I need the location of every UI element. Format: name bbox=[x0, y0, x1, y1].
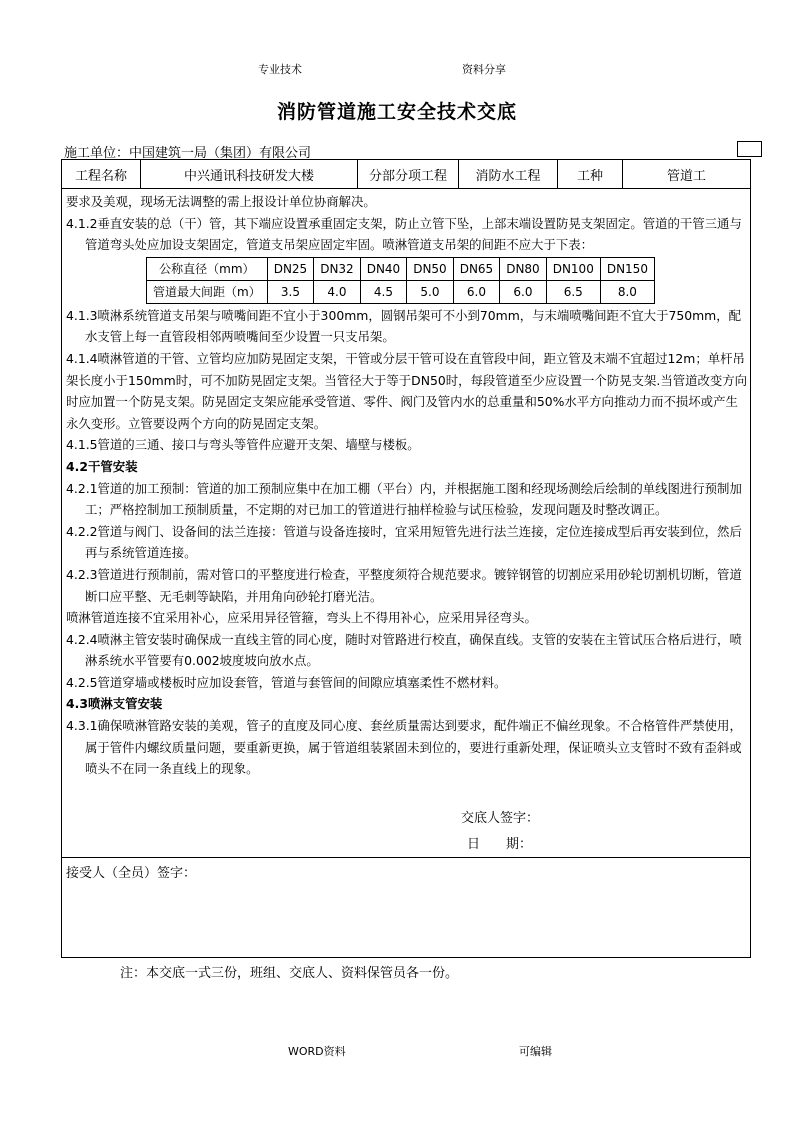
table-cell: 5.0 bbox=[407, 280, 454, 303]
receiver-signature-label: 接受人（全员）签字： bbox=[66, 866, 197, 881]
table-row bbox=[147, 257, 655, 280]
table-cell: DN25 bbox=[267, 257, 314, 280]
footer-left-text: WORD资料 bbox=[288, 1045, 346, 1058]
discloser-signature-label: 交底人签字： bbox=[461, 811, 540, 826]
section-heading: 4.2干管安装 bbox=[66, 458, 138, 474]
table-cell: 6.0 bbox=[500, 280, 547, 303]
construction-unit: 施工单位：中国建筑一局（集团）有限公司 bbox=[64, 146, 312, 161]
receiver-divider bbox=[62, 857, 750, 858]
table-cell: 6.0 bbox=[453, 280, 500, 303]
table-cell: 3.5 bbox=[267, 280, 314, 303]
project-name-value: 中兴通讯科技研发大楼 bbox=[141, 160, 358, 188]
content-paragraph: 4.2.3管道进行预制前，需对管口的平整度进行检查，平整度须符合规范要求。镀锌钢管的切割应采用砂轮切割机切断，管道断口应平整、无毛刺等缺陷，并用角向砂轮打磨光洁。 bbox=[66, 566, 742, 604]
header-left-text: 专业技术 bbox=[258, 63, 302, 76]
section-heading: 4.3喷淋支管安装 bbox=[66, 696, 163, 712]
info-row bbox=[62, 160, 750, 188]
trade-value: 管道工 bbox=[623, 160, 751, 188]
table-cell: DN65 bbox=[453, 257, 500, 280]
content-paragraph: 喷淋管道连接不宜采用补心，应采用异径管箍，弯头上不得用补心，应采用异径弯头。 bbox=[66, 610, 537, 626]
diameter-row-label: 公称直径（mm） bbox=[147, 257, 268, 280]
table-cell: 4.0 bbox=[314, 280, 361, 303]
header-right-text: 资料分享 bbox=[462, 63, 506, 76]
disclosure-date-label: 日 期： bbox=[467, 837, 533, 852]
table-cell: DN80 bbox=[500, 257, 547, 280]
content-paragraph: 4.1.2垂直安装的总（干）管，其下端应设置承重固定支架，防止立管下坠，上部末端设置防晃支架固定。管道的干管三通与管道弯头处应加设支架固定，管道支吊架应固定牢固。喷淋管道支吊架的间距不应大于下表： bbox=[66, 215, 742, 253]
content-paragraph: 4.1.4喷淋管道的干管、立管均应加防晃固定支架，干管或分层干管可设在直管段中间，距立管及末端不宜超过12m；单杆吊架长度小于150mm时，可不加防晃固定支架。当管径大于等于DN50时，每段管道至少应设置一个防晃支架.当管道改变方向时应加置一个防晃支架。防晃固定支架应能承受管道、零件、阀门及管内水的总重量和50%水平方向推动力而不损坏或产生永久变形。立管要设两个方向的防晃固定支架。 bbox=[66, 350, 748, 431]
table-row bbox=[147, 280, 655, 303]
content-paragraph: 4.2.4喷淋主管安装时确保成一直线主管的同心度，随时对管路进行校直，确保直线。支管的安装在主管试压合格后进行，喷淋系统水平管要有0.002坡度坡向放水点。 bbox=[66, 631, 742, 669]
project-name-label: 工程名称 bbox=[74, 168, 127, 184]
table-cell: DN150 bbox=[600, 257, 654, 280]
table-cell: DN32 bbox=[314, 257, 361, 280]
table-cell: 4.5 bbox=[360, 280, 407, 303]
document-title: 消防管道施工安全技术交底 bbox=[276, 101, 517, 123]
disclosure-content bbox=[66, 191, 748, 780]
table-cell: DN50 bbox=[407, 257, 454, 280]
table-cell: DN40 bbox=[360, 257, 407, 280]
division-label: 分部分项工程 bbox=[358, 160, 459, 188]
content-paragraph: 4.1.3喷淋系统管道支吊架与喷嘴间距不宜小于300mm，圆钢吊架可不小到70mm，与末端喷嘴间距不宜大于750mm，配水支管上每一直管段相邻两喷嘴间至少设置一只支吊架。 bbox=[66, 307, 742, 345]
content-paragraph: 4.1.5管道的三通、接口与弯头等管件应避开支架、墙壁与楼板。 bbox=[66, 437, 420, 453]
content-paragraph: 4.2.1管道的加工预制：管道的加工预制应集中在加工棚（平台）内，并根据施工图和经现场测绘后绘制的单线图进行预制加工；严格控制加工预制质量，不定期的对已加工的管道进行抽样检验与试压检验，发现问题及时整改调正。 bbox=[66, 480, 742, 518]
info-row-divider bbox=[62, 188, 750, 189]
spacing-row-label: 管道最大间距（m） bbox=[147, 280, 268, 303]
trade-label: 工种 bbox=[558, 160, 623, 188]
division-value: 消防水工程 bbox=[459, 160, 558, 188]
footnote: 注：本交底一式三份，班组、交底人、资料保管员各一份。 bbox=[120, 966, 459, 981]
content-paragraph: 要求及美观，现场无法调整的需上报设计单位协商解决。 bbox=[66, 194, 376, 209]
table-cell: 8.0 bbox=[600, 280, 654, 303]
page-number-box bbox=[737, 141, 762, 157]
content-paragraph: 4.2.2管道与阀门、设备间的法兰连接：管道与设备连接时，宜采用短管先进行法兰连接，定位连接成型后再安装到位，然后再与系统管道连接。 bbox=[66, 523, 742, 561]
footer-right-text: 可编辑 bbox=[519, 1045, 552, 1058]
content-paragraph: 4.2.5管道穿墙或楼板时应加设套管，管道与套管间的间隙应填塞柔性不燃材料。 bbox=[66, 674, 507, 690]
table-cell: DN100 bbox=[546, 257, 600, 280]
table-cell: 6.5 bbox=[546, 280, 600, 303]
content-paragraph: 4.3.1确保喷淋管路安装的美观，管子的直度及同心度、套丝质量需达到要求，配件端正不偏丝现象。不合格管件严禁使用，属于管件内螺纹质量问题，要重新更换，属于管道组装紧固未到位的，要进行重新处理，保证喷头立支管时不致有歪斜或喷头不在同一条直线上的现象。 bbox=[66, 718, 742, 777]
support-spacing-table bbox=[146, 257, 655, 304]
disclosure-form bbox=[61, 159, 751, 958]
